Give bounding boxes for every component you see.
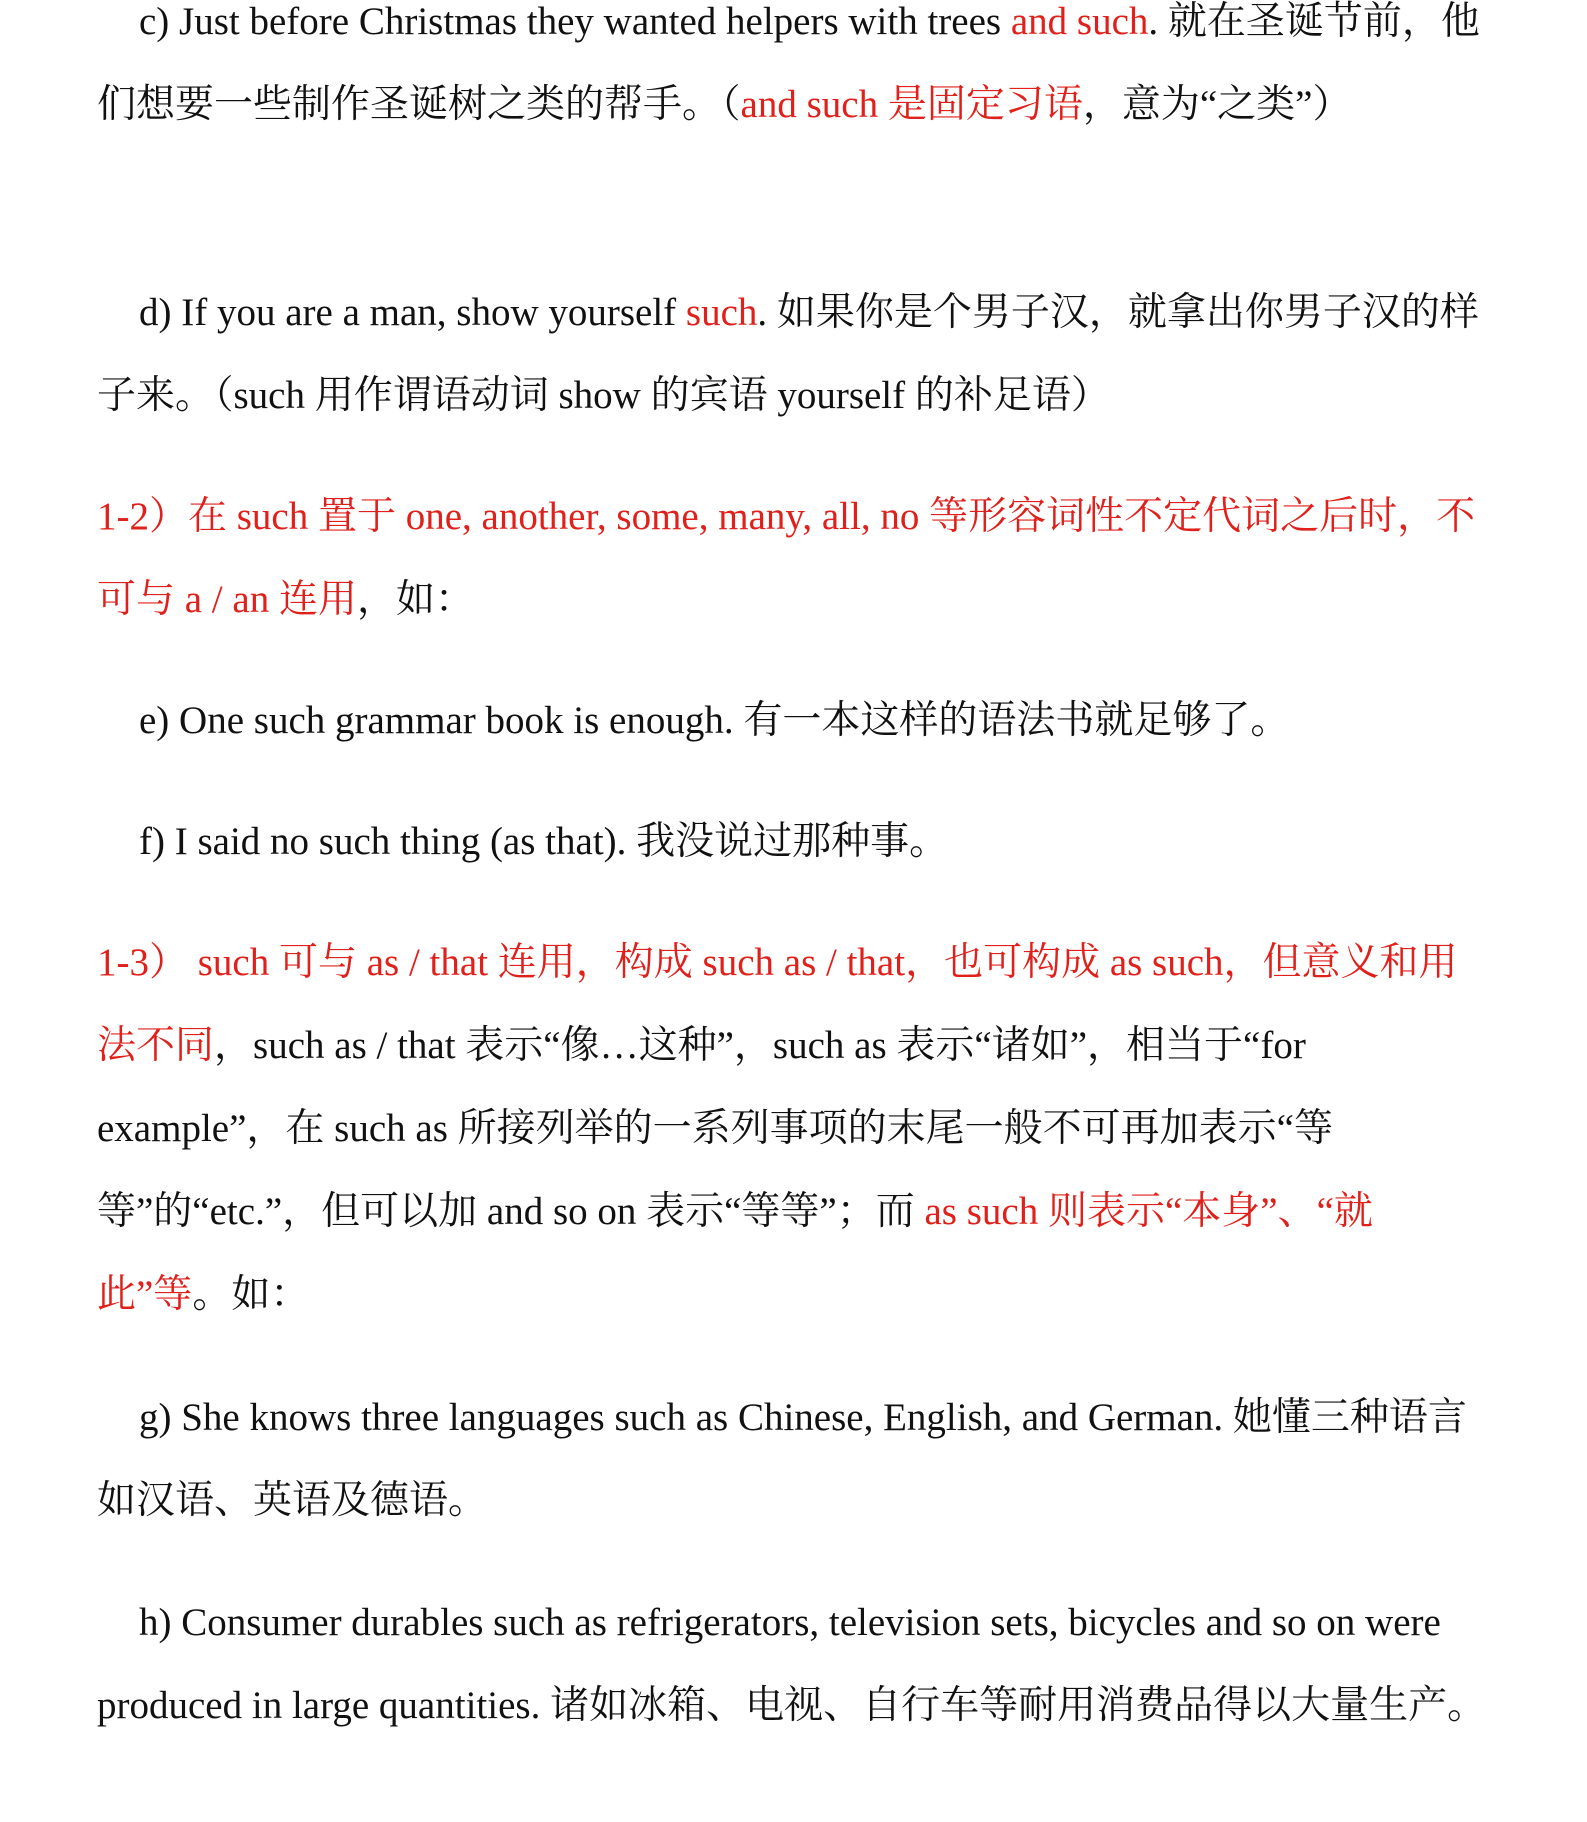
rule-1-2-heading: 1-2）在 such 置于 one, another, some, many, all, no 等形容词性不定代词之后时，不可与 a / an 连用 (97, 495, 1476, 621)
example-c-highlight-1: and such (1010, 0, 1149, 43)
rule-1-2 (97, 475, 1495, 641)
rule-1-3-body: ，such as / that 表示“像…这种”，such as 表示“诸如”，相当于“for example”，在 such as 所接列举的一系列事项的末尾一般不可再加表示“等等”的“etc.”，但可以加 and so on 表示“等等”；而 (97, 1024, 1333, 1233)
example-c-middle: . 就在圣诞节前，他们想要一些制作圣诞树之类的帮手。（ (97, 0, 1480, 126)
example-f-text: f) I said no such thing (as that). 我没说过那种事。 (139, 820, 949, 863)
example-g-text: g) She knows three languages such as Chinese, English, and German. 她懂三种语言如汉语、英语及德语。 (97, 1396, 1467, 1522)
example-h-text: h) Consumer durables such as refrigerators, television sets, bicycles and so on were produced in large quantities. 诸如冰箱、电视、自行车等耐用消费品得以大量生产。 (97, 1601, 1487, 1727)
rule-1-3 (97, 921, 1495, 1336)
example-c-tail: ，意为“之类”） (1082, 83, 1352, 126)
example-g (97, 1376, 1495, 1542)
rule-1-3-tail: 。如： (192, 1273, 310, 1316)
example-c (97, 0, 1495, 146)
rule-1-3-heading: 1-3） such 可与 as / that 连用，构成 such as / that，也可构成 as such，但意义和用法不同 (97, 941, 1458, 1067)
example-c-lead: c) Just before Christmas they wanted helpers with trees (139, 0, 1011, 43)
rule-1-3-highlight: as such 则表示“本身”、“就此”等 (97, 1190, 1373, 1316)
example-d-tail: . 如果你是个男子汉，就拿出你男子汉的样子来。（such 用作谓语动词 show 的宾语 yourself 的补足语） (97, 291, 1479, 417)
example-h (97, 1581, 1495, 1747)
example-f (97, 800, 1495, 883)
example-e-text: e) One such grammar book is enough. 有一本这样的语法书就足够了。 (139, 699, 1290, 742)
example-d-lead: d) If you are a man, show yourself (139, 291, 686, 334)
example-e (97, 679, 1495, 762)
rule-1-2-tail: ，如： (356, 578, 474, 621)
example-d-highlight: such (685, 291, 758, 334)
example-c-highlight-2: and such 是固定习语 (740, 83, 1083, 126)
example-d (97, 271, 1495, 437)
